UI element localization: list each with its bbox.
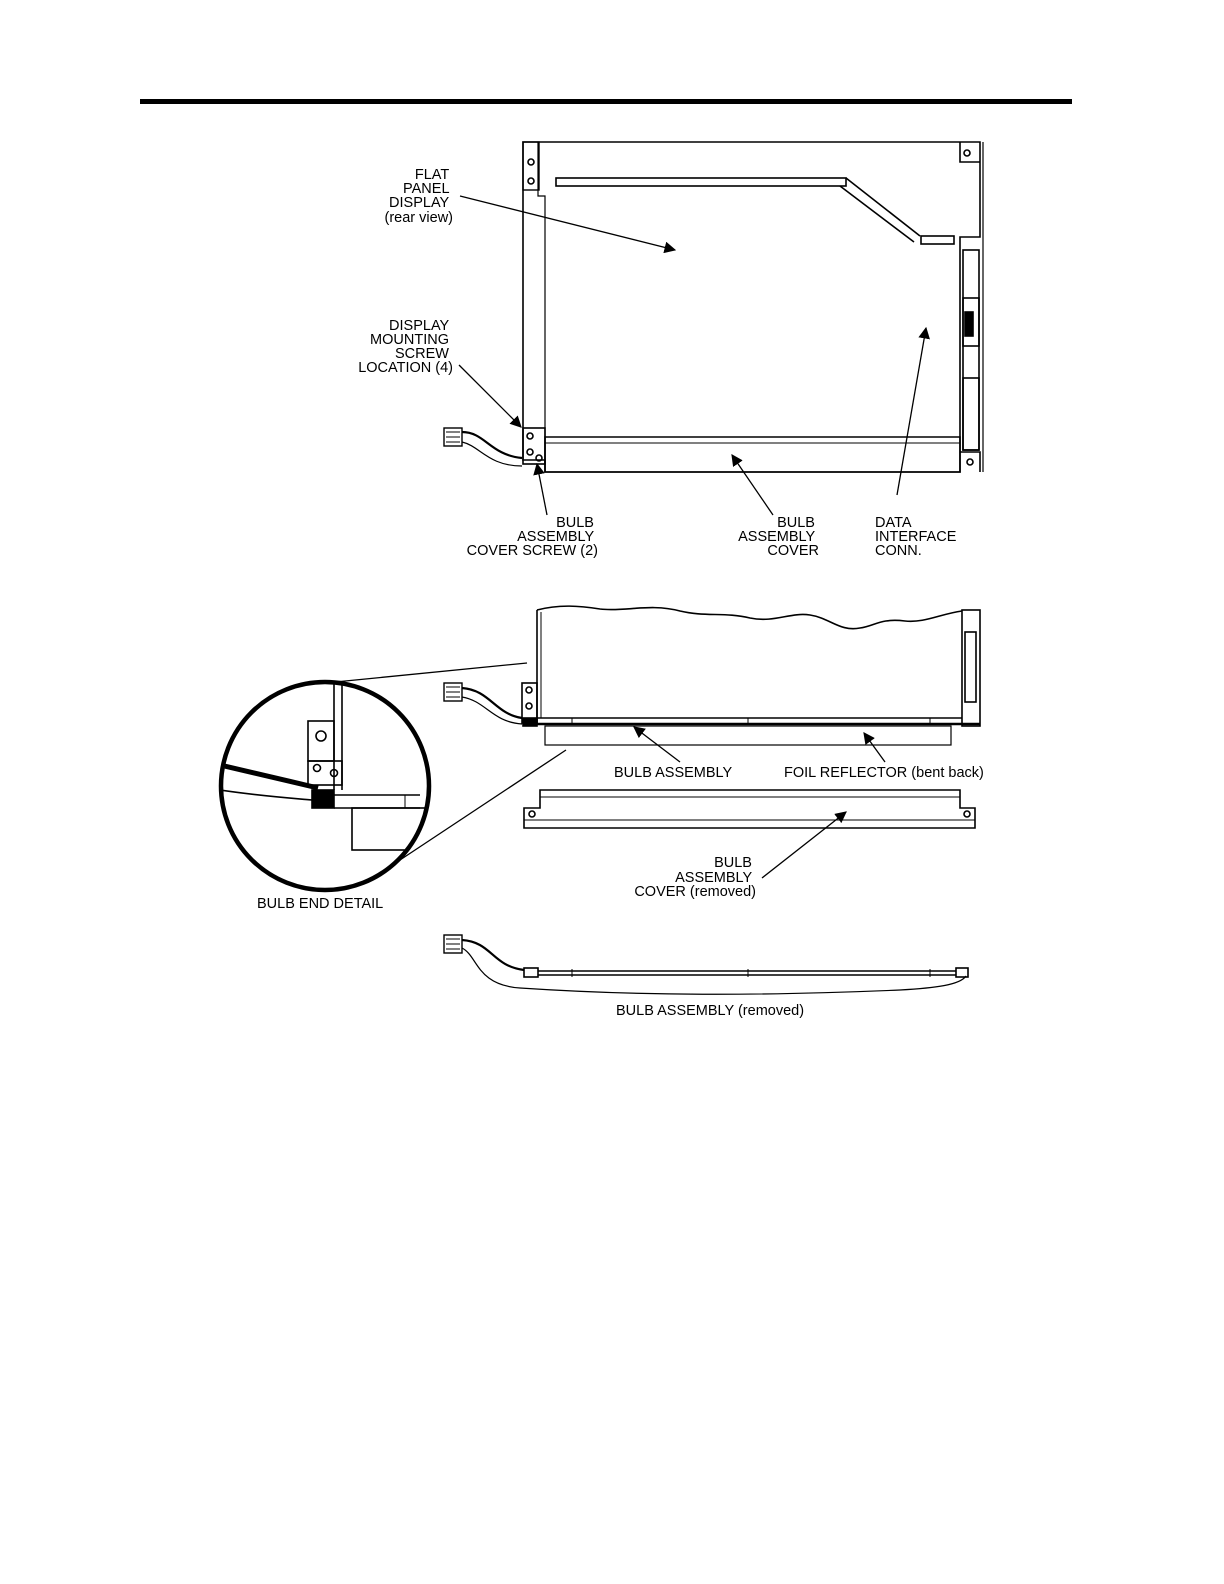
bulb-end-detail-magnifier	[220, 663, 566, 890]
bulb-assembly-cover-removed	[524, 790, 975, 828]
label-bulb-cover-removed: BULB ASSEMBLY COVER (removed)	[634, 855, 756, 900]
top-view-arrows	[459, 196, 926, 515]
label-flat-panel-display: FLAT PANEL DISPLAY (rear view)	[384, 167, 453, 226]
label-display-mounting-screw: DISPLAY MOUNTING SCREW LOCATION (4)	[358, 318, 453, 376]
cover-removed-arrow	[762, 812, 846, 878]
label-foil-reflector: FOIL REFLECTOR (bent back)	[784, 765, 984, 781]
label-bulb-cover-screw: BULB ASSEMBLY COVER SCREW (2)	[466, 515, 598, 559]
flat-panel-display-rear-view	[444, 142, 983, 472]
bulb-assembly-removed	[444, 935, 968, 994]
label-bulb-assembly: BULB ASSEMBLY	[614, 765, 733, 781]
label-data-interface-conn: DATA INTERFACE CONN.	[875, 515, 957, 559]
panel-with-cover-removed	[444, 606, 980, 745]
label-bulb-assembly-removed: BULB ASSEMBLY (removed)	[616, 1003, 805, 1019]
label-bulb-end-detail: BULB END DETAIL	[257, 896, 384, 912]
label-bulb-assembly-cover: BULB ASSEMBLY COVER	[738, 515, 819, 559]
